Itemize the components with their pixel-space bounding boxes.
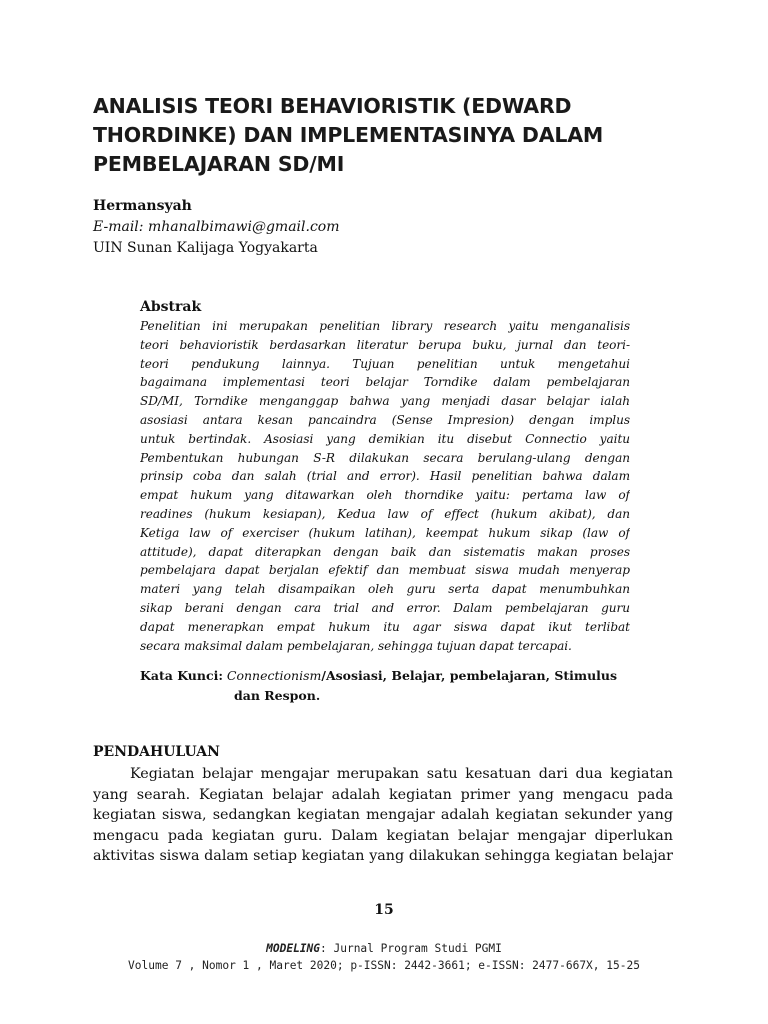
abstract-line: untuk bertindak. Asosiasi yang demikian itu disebut Connectio yaitu bbox=[140, 431, 630, 446]
abstract-line: secara maksimal dalam pembelajaran, sehingga tujuan dapat tercapai. bbox=[140, 638, 572, 653]
paragraph-line: yang searah. Kegiatan belajar adalah kegiatan primer yang mengacu pada bbox=[93, 786, 673, 803]
paragraph-line: mengacu pada kegiatan guru. Dalam kegiatan belajar mengajar diperlukan bbox=[93, 827, 673, 844]
abstract-line: prinsip coba dan salah (trial and error). Hasil penelitian bahwa dalam bbox=[140, 469, 630, 484]
abstract-body bbox=[140, 317, 630, 655]
paper-title bbox=[93, 92, 673, 179]
abstract-line: pembelajara dapat berjalan efektif dan membuat siswa mudah menyerap bbox=[140, 563, 630, 578]
keywords-continuation: dan Respon. bbox=[234, 688, 321, 703]
abstract-line: Pembentukan hubungan S-R dilakukan secara berulang-ulang dengan bbox=[140, 450, 630, 465]
abstract-section bbox=[140, 297, 630, 655]
abstract-line: bagaimana implementasi teori belajar Torndike dalam pembelajaran bbox=[140, 375, 630, 390]
page-number: 15 bbox=[374, 902, 394, 918]
abstract-line: Ketiga law of exerciser (hukum latihan), keempat hukum sikap (law of bbox=[140, 525, 630, 540]
author-name: Hermansyah bbox=[93, 198, 192, 214]
abstract-line: SD/MI, Torndike menganggap bahwa yang menjadi dasar belajar ialah bbox=[140, 394, 630, 409]
abstract-line: teori pendukung lainnya. Tujuan penelitian untuk mengetahui bbox=[140, 356, 630, 371]
keywords-label: Kata Kunci: bbox=[140, 668, 223, 683]
author-email: E-mail: mhanalbimawi@gmail.com bbox=[93, 219, 340, 235]
paragraph-line: kegiatan siswa, sedangkan kegiatan mengajar adalah kegiatan sekunder yang bbox=[93, 807, 673, 823]
author-affiliation: UIN Sunan Kalijaga Yogyakarta bbox=[93, 240, 318, 256]
keywords bbox=[140, 666, 640, 706]
author-block bbox=[93, 196, 340, 259]
keyword-connectionism: Connectionism bbox=[226, 668, 322, 683]
abstract-line: teori behavioristik berdasarkan literatur berupa buku, jurnal dan teori- bbox=[140, 337, 630, 352]
title-line: ANALISIS TEORI BEHAVIORISTIK (EDWARD bbox=[93, 94, 572, 118]
abstract-line: empat hukum yang ditawarkan oleh thorndike yaitu: pertama law of bbox=[140, 488, 630, 503]
title-line: THORDINKE) DAN IMPLEMENTASINYA DALAM bbox=[93, 123, 604, 147]
title-line: PEMBELAJARAN SD/MI bbox=[93, 152, 345, 176]
introduction-paragraph bbox=[93, 764, 673, 867]
journal-title-line bbox=[0, 940, 768, 957]
abstract-line: asosiasi antara kesan pancaindra (Sense Impresion) dengan implus bbox=[140, 412, 630, 427]
abstract-line: attitude), dapat diterapkan dengan baik dan sistematis makan proses bbox=[140, 544, 630, 559]
paragraph-line: aktivitas siswa dalam setiap kegiatan yang dilakukan sehingga kegiatan belajar bbox=[93, 848, 673, 864]
abstract-heading: Abstrak bbox=[140, 299, 202, 315]
paragraph-line: Kegiatan belajar mengajar merupakan satu kesatuan dari dua kegiatan bbox=[130, 766, 673, 782]
journal-subtitle: : Jurnal Program Studi PGMI bbox=[320, 942, 502, 955]
abstract-line: readines (hukum kesiapan), Kedua law of effect (hukum akibat), dan bbox=[140, 506, 630, 521]
journal-footer bbox=[0, 940, 768, 974]
abstract-line: materi yang telah disampaikan oleh guru serta dapat menumbuhkan bbox=[140, 582, 630, 597]
abstract-line: Penelitian ini merupakan penelitian library research yaitu menganalisis bbox=[140, 319, 630, 333]
section-heading-introduction: PENDAHULUAN bbox=[93, 744, 220, 760]
keywords-list: /Asosiasi, Belajar, pembelajaran, Stimulus bbox=[321, 668, 618, 683]
journal-volume-line: Volume 7 , Nomor 1 , Maret 2020; p-ISSN: 2442-3661; e-ISSN: 2477-667X, 15-25 bbox=[128, 959, 640, 972]
abstract-line: dapat menerapkan empat hukum itu agar siswa dapat ikut terlibat bbox=[140, 619, 630, 634]
abstract-line: sikap berani dengan cara trial and error. Dalam pembelajaran guru bbox=[140, 600, 630, 615]
journal-name: MODELING bbox=[266, 942, 321, 955]
